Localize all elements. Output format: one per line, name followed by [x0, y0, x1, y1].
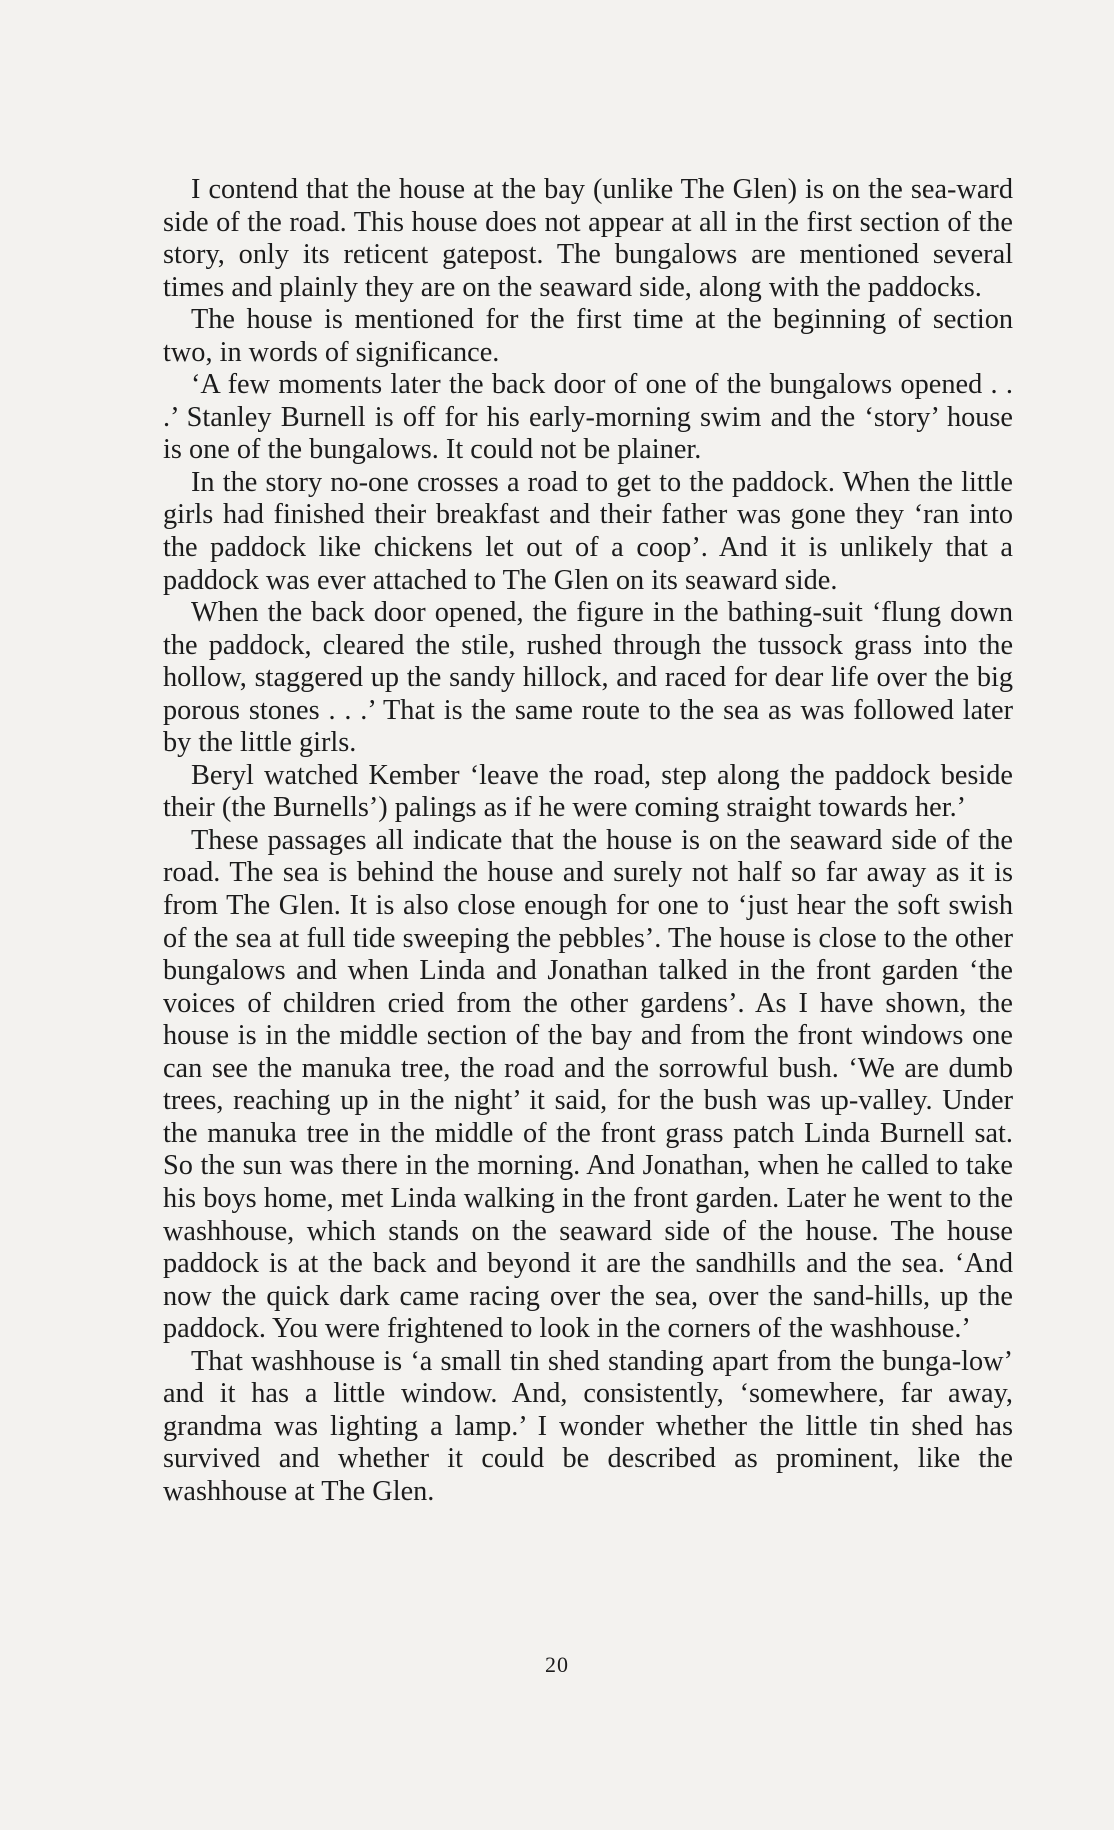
paragraph-8: That washhouse is ‘a small tin shed standing apart from the bunga-low’ and it has a little window. And, consistently, ‘somewhere, far away, grandma was lighting a lamp.’ I wonder whether the little tin shed has survived and whether it could be described as prominent, like the washhouse at The Glen. — [163, 1345, 1013, 1507]
paragraph-1: I contend that the house at the bay (unlike The Glen) is on the sea-ward side of the road. This house does not appear at all in the first section of the story, only its reticent gatepost. The bungalows are mentioned several times and plainly they are on the seaward side, along with the paddocks. — [163, 174, 1013, 303]
paragraph-4: In the story no-one crosses a road to get to the paddock. When the little girls had finished their breakfast and their father was gone they ‘ran into the paddock like chickens let out of a coop’. And it is unlikely that a paddock was ever attached to The Glen on its seaward side. — [163, 466, 1013, 596]
paragraph-6: Beryl watched Kember ‘leave the road, step along the paddock beside their (the Burnells’) palings as if he were coming straight towards her.’ — [163, 759, 1013, 824]
body-text — [163, 174, 1013, 1508]
paragraph-5: When the back door opened, the figure in the bathing-suit ‘flung down the paddock, cleared the stile, rushed through the tussock grass into the hollow, staggered up the sandy hillock, and raced for dear life over the big porous stones . . .’ That is the same route to the sea as was followed later by the little girls. — [163, 597, 1013, 759]
page-number: 20 — [545, 1652, 569, 1677]
paragraph-7: These passages all indicate that the house is on the seaward side of the road. The sea is behind the house and surely not half so far away as it is from The Glen. It is also close enough for one to ‘just hear the soft swish of the sea at full tide sweeping the pebbles’. The house is close to the other bungalows and when Linda and Jonathan talked in the front garden ‘the voices of children cried from the other gardens’. As I have shown, the house is in the middle section of the bay and from the front windows one can see the manuka tree, the road and the sorrowful bush. ‘We are dumb trees, reaching up in the night’ it said, for the bush was up-valley. Under the manuka tree in the middle of the front grass patch Linda Burnell sat. So the sun was there in the morning. And Jonathan, when he called to take his boys home, met Linda walking in the front garden. Later he went to the washhouse, which stands on the seaward side of the house. The house paddock is at the back and beyond it are the sandhills and the sea. ‘And now the quick dark came racing over the sea, over the sand-hills, up the paddock. You were frightened to look in the corners of the washhouse.’ — [163, 824, 1013, 1345]
paragraph-3: ‘A few moments later the back door of one of the bungalows opened . . .’ Stanley Burnell is off for his early-morning swim and the ‘story’ house is one of the bungalows. It could not be plainer. — [163, 369, 1013, 466]
paragraph-2: The house is mentioned for the first time at the beginning of section two, in words of significance. — [163, 304, 1013, 368]
